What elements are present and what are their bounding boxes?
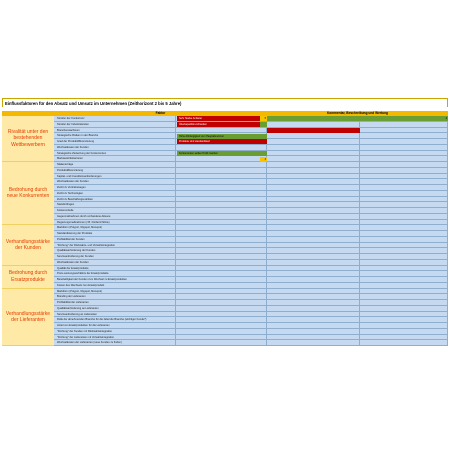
factor-cell[interactable]: Gegenmaßnahmen durch vorhandene Akteure [54,214,176,220]
category-label: Bedrohung durch Ersatzprodukte [8,270,48,283]
spreadsheet [2,98,450,346]
rating-mark[interactable]: Konkurrenten wollen Profit machen [177,151,267,156]
factor-cell[interactable]: Produktdifferenzierung [54,168,176,174]
rating-mark[interactable]: 4 [360,116,448,121]
rating-mark[interactable]: Sehr Starke Anbieter [177,116,267,121]
category-label: Verhandlungsstärke der Lieferanten [5,310,51,323]
factor-cell[interactable]: Skalenerträge [54,162,176,168]
factor-cell[interactable]: Qualitätsanforderung an Lieferanten [54,306,176,312]
factor-cell[interactable]: Kosten des Wechsels zum Ersatzprodukt [54,283,176,289]
factor-cell[interactable]: Preis-Leistungsverhältnis der Ersatzprodukte [54,271,176,277]
factor-cell[interactable]: Rolle der abnehmenden Branche für die liefernde Branche (wichtiger Kunde?) [54,317,176,323]
rating-mark[interactable] [267,116,360,121]
factor-cell[interactable]: Standortfragen [54,202,176,208]
factor-cell[interactable]: Zutritt zu Vertriebswegen [54,185,176,191]
factor-cell[interactable]: Kostenvorteile [54,208,176,214]
comment-cell[interactable] [267,340,360,346]
category-label: Bedrohung durch neue Konkurrenten [6,186,50,200]
factor-cell[interactable]: Marktaustrittsbarrieren [54,156,176,162]
factor-cell[interactable]: Branchenwachstum [54,128,176,134]
factor-cell[interactable]: "Drohung" der Rückwärts- und Vorwärtsintegration [54,243,176,249]
rating-mark[interactable] [267,128,360,133]
category-block [2,266,54,289]
factor-cell[interactable]: Struktur der Industriekosten [54,122,176,128]
rating-mark[interactable] [260,151,267,156]
factor-cell[interactable]: Marktform (Polypol, Oligopol, Monopol) [54,289,176,295]
factor-cell[interactable]: Marktform (Polypol, Oligopol, Monopol) [54,225,176,231]
rating-mark[interactable]: Produkte sind standardisiert [177,139,267,144]
factor-cell[interactable]: Strategische Zielsetzung der Konkurrenten [54,151,176,157]
factor-cell[interactable]: Wechselkosten der Lieferanten (neue Kunden zu finden) [54,340,176,346]
factor-cell[interactable]: Grad der Produktdifferenzierung [54,139,176,145]
factor-cell[interactable]: Qualität der Ersatzprodukte [54,266,176,272]
comment-cell[interactable] [360,340,448,346]
factor-cell[interactable]: Zutritt zu Beschaffungsmärkten [54,197,176,203]
factor-cell[interactable]: Anteil von Ersatzprodukten für die Lieferanten [54,323,176,329]
factor-cell[interactable]: Kapital- und Investitionsanforderungen [54,174,176,180]
factor-cell[interactable]: Struktur der Konkurrenz [54,116,176,122]
factor-cell[interactable]: Branding der Lieferanten [54,294,176,300]
category-label: Verhandlungsstärke der Kunden [5,238,51,251]
factor-cell[interactable]: Strategische Risiken in der Branche [54,133,176,139]
table-row [2,340,448,346]
factor-cell[interactable]: Zutritt zu Technologien [54,191,176,197]
factor-cell[interactable]: "Drohung" der Lieferanten mit Vorwärtsintegration [54,335,176,341]
rating-mark[interactable]: 3 [260,157,267,162]
factor-cell[interactable]: Qualitätsanforderung der Kunden [54,248,176,254]
factor-cell[interactable]: Serviceanforderung an Lieferanten [54,312,176,318]
rating-mark[interactable]: Überkapazität vorhanden [177,122,267,127]
factor-cell[interactable]: Wechselkosten der Kunden [54,179,176,185]
factor-cell[interactable]: Bereitwilligkeit der Kunden zum Wechsel zu Ersatzprodukten [54,277,176,283]
header-comment: Kommentar, Beschreibung und Wertung [326,111,389,115]
factor-cell[interactable]: Profitabilität der Kunden [54,237,176,243]
header-factor: Faktor [155,111,166,115]
category-block [2,116,54,162]
factor-cell[interactable]: "Drohung" der Kunden mit Rückwärtsintegration [54,329,176,335]
category-block [2,162,54,225]
factor-cell[interactable]: Profitabilität der Lieferanten [54,300,176,306]
category-block [2,225,54,265]
comment-cell[interactable] [176,340,267,346]
rating-mark[interactable] [260,122,267,127]
factor-cell[interactable]: Wechselkosten der Kunden [54,260,176,266]
factor-cell[interactable]: Regierungsmaßnahmen (z.B. Förderrichtlinie) [54,220,176,226]
factor-cell[interactable]: Serviceanforderung der Kunden [54,254,176,260]
factor-cell[interactable]: Wechselkosten der Kunden [54,145,176,151]
sheet-title: Einflussfaktoren für den Absatz und Umsatz im Unternehmen (Zeithorizont 2 bis 5 Jahre) [2,98,448,107]
rating-mark[interactable]: 5 [260,116,267,121]
rating-mark[interactable]: Hohe Abhängigkeit vom Hauptabnehmer [177,134,267,139]
factor-cell[interactable]: Standardisierung der Produkte [54,231,176,237]
category-block [2,289,54,347]
category-label: Rivalität unter den bestehenden Wettbewerbern [7,129,49,148]
